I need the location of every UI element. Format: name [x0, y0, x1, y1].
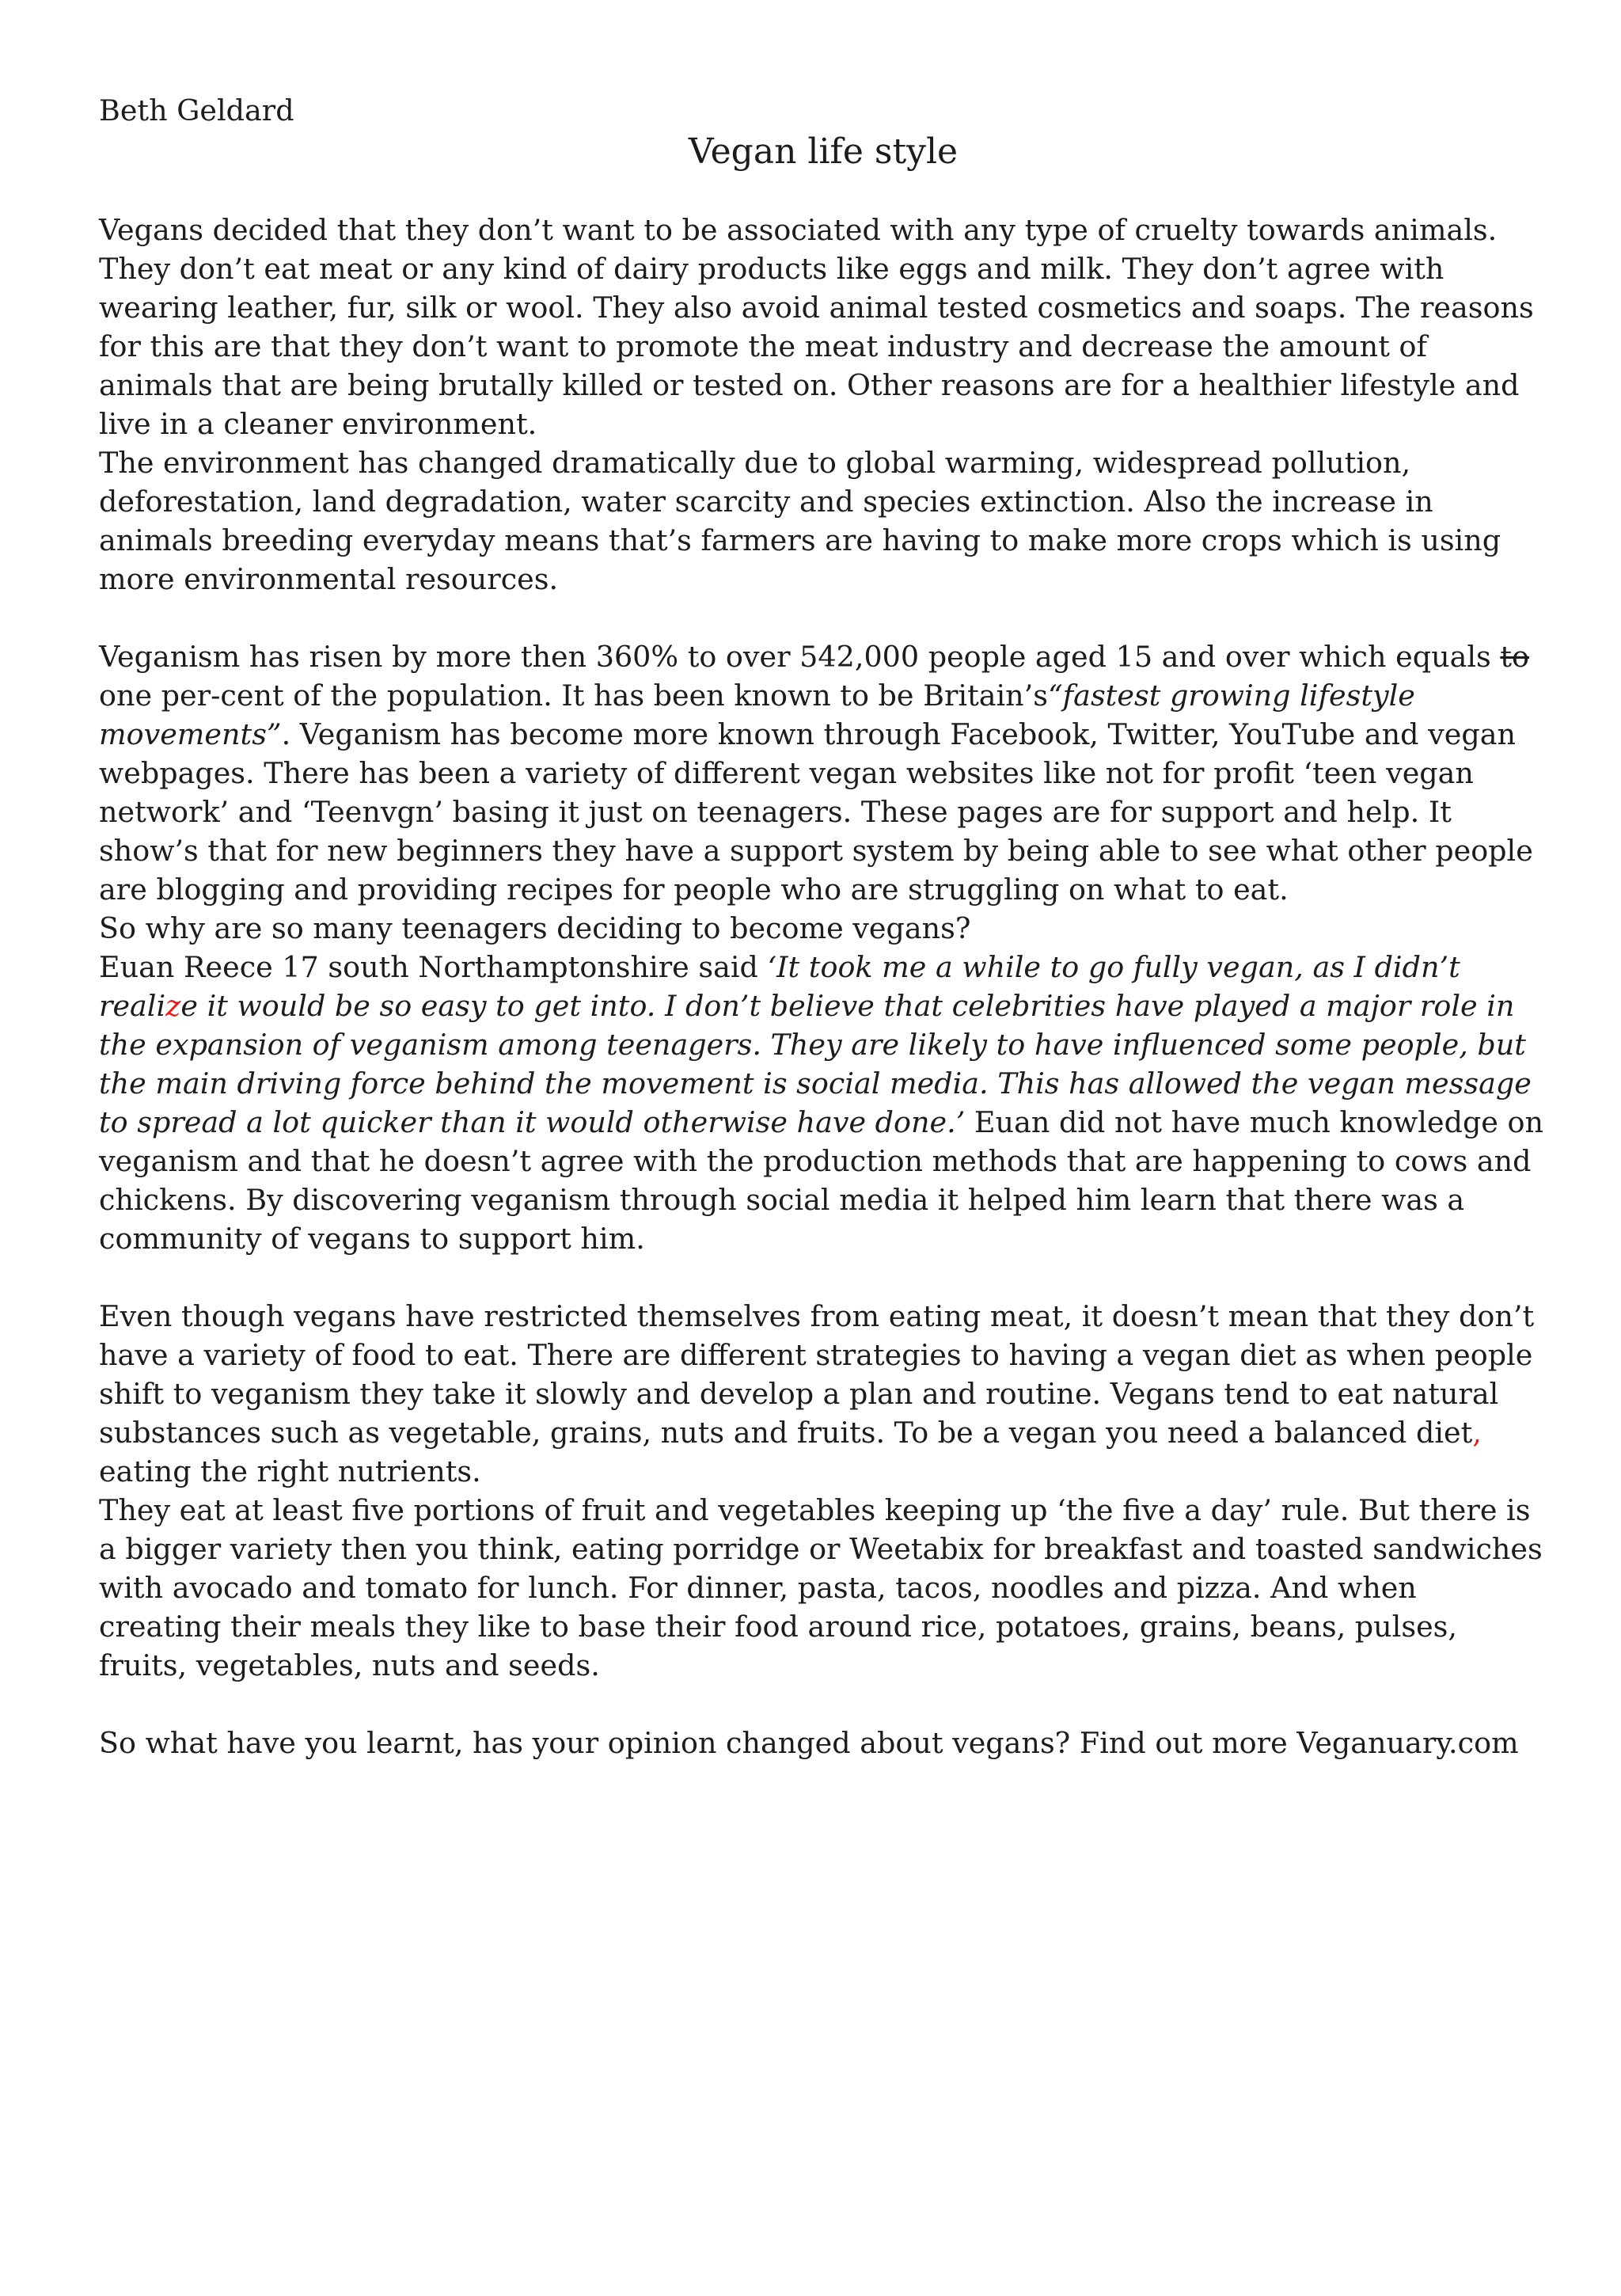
- corrected-letter: z: [165, 989, 181, 1023]
- diet-text-start: Even though vegans have restricted themselves from eating meat, it doesn’t mean that they don’t have a variety of food to eat. There are different strategies to having a vegan diet as when people shift to veganism they take it slowly and develop a plan and routine. Vegans tend to eat natural substances such as vegetable, grains, nuts and fruits. To be a vegan you need a balanced diet: [99, 1299, 1535, 1450]
- interview-quote-end: e it would be so easy to get into. I don’t believe that celebrities have played a major role in the expansion of veganism among teenagers. They are likely to have influenced some people, but the main driving force behind the movement is social media. This has allowed the vegan message to spread a lot quicker than it would otherwise have done.’: [99, 989, 1532, 1139]
- statistics-text-mid: one per-cent of the population. It has been known to be Britain’s: [99, 679, 1049, 713]
- struck-word: to: [1500, 640, 1529, 674]
- inserted-comma: ,: [1472, 1416, 1482, 1450]
- paragraph-diet: [99, 1297, 1547, 1491]
- paragraph-intro: Vegans decided that they don’t want to be associated with any type of cruelty towards animals. They don’t eat meat or any kind of dairy products like eggs and milk. They don’t agree with wearing leather, fur, silk or wool. They also avoid animal tested cosmetics and soaps. The reasons for this are that they don’t want to promote the meat industry and decrease the amount of animals that are being brutally killed or tested on. Other reasons are for a healthier lifestyle and live in a cleaner environment.: [99, 213, 1534, 441]
- interview-lead: Euan Reece 17 south Northamptonshire said: [99, 950, 768, 984]
- document-body: [99, 91, 1547, 1762]
- interview-quote-start: ‘It took me a while to go fully vegan, as I didn’t reali: [99, 950, 1460, 1023]
- author-name: Beth Geldard: [99, 93, 294, 127]
- document-title: Vegan life style: [688, 131, 959, 172]
- paragraph-interview: [99, 948, 1547, 1258]
- paragraph-closing: So what have you learnt, has your opinion changed about vegans? Find out more Veganuary.com: [99, 1726, 1519, 1760]
- statistics-text-end: . Veganism has become more known through Facebook, Twitter, YouTube and vegan webpages. There has been a variety of different vegan websites like not for profit ‘teen vegan network’ and ‘Teenvgn’ basing it just on teenagers. These pages are for support and help. It show’s that for new beginners they have a support system by being able to see what other people are blogging and providing recipes for people who are struggling on what to eat.: [99, 717, 1533, 907]
- paragraph-spacer: [99, 1685, 1547, 1724]
- paragraph-statistics: [99, 637, 1547, 909]
- diet-text-end: eating the right nutrients.: [99, 1454, 481, 1488]
- statistics-quote: “fastest growing lifestyle movements”: [99, 679, 1415, 751]
- paragraph-question: So why are so many teenagers deciding to become vegans?: [99, 911, 971, 945]
- interview-summary: Euan did not have much knowledge on veganism and that he doesn’t agree with the production methods that are happening to cows and chickens. By discovering veganism through social media it helped him learn that there was a community of vegans to support him.: [99, 1105, 1543, 1256]
- paragraph-spacer: [99, 1258, 1547, 1297]
- paragraph-spacer: [99, 599, 1547, 637]
- statistics-text-start: Veganism has risen by more then 360% to over 542,000 people aged 15 and over which equals: [99, 640, 1501, 674]
- paragraph-environment: The environment has changed dramatically due to global warming, widespread pollution, deforestation, land degradation, water scarcity and species extinction. Also the increase in animals breeding everyday means that’s farmers are having to make more crops which is using more environmental resources.: [99, 446, 1501, 596]
- paragraph-meals: They eat at least five portions of fruit and vegetables keeping up ‘the five a day’ rule. But there is a bigger variety then you think, eating porridge or Weetabix for breakfast and toasted sandwiches with avocado and tomato for lunch. For dinner, pasta, tacos, noodles and pizza. And when creating their meals they like to base their food around rice, potatoes, grains, beans, pulses, fruits, vegetables, nuts and seeds.: [99, 1493, 1543, 1682]
